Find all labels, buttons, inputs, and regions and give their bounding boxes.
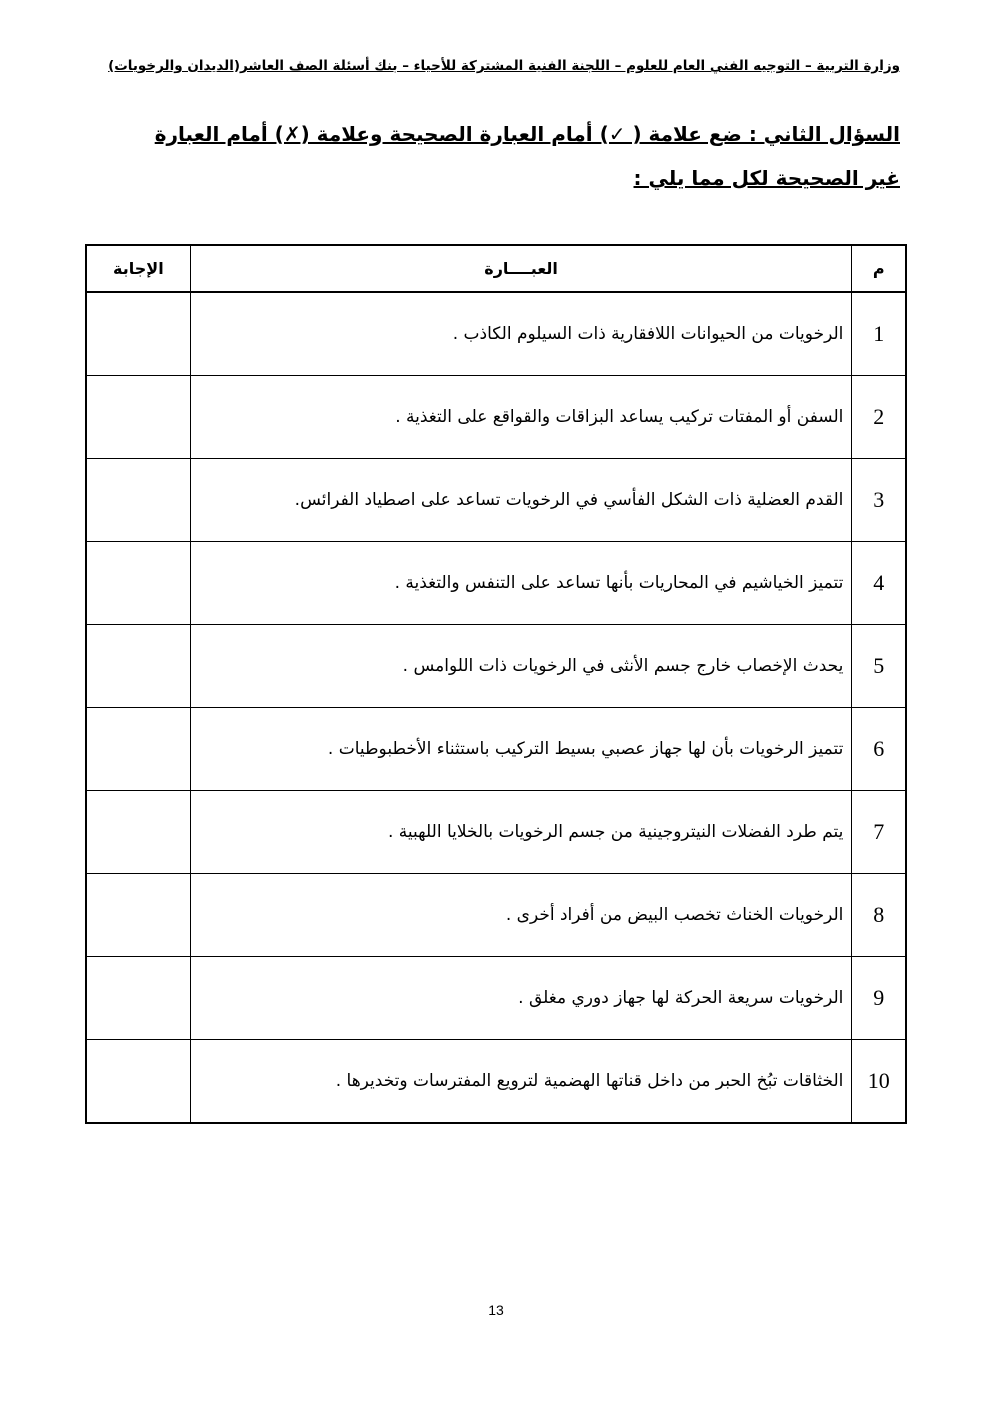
row-number: 8 xyxy=(852,874,906,957)
page-number: 13 xyxy=(488,1302,504,1318)
header-statement: العبــــارة xyxy=(190,245,852,292)
row-number: 2 xyxy=(852,376,906,459)
row-number: 3 xyxy=(852,459,906,542)
answer-cell[interactable] xyxy=(86,625,190,708)
row-statement: تتميز الرخويات بأن لها جهاز عصبي بسيط التركيب باستثناء الأخطبوطيات . xyxy=(190,708,852,791)
row-number: 1 xyxy=(852,292,906,376)
answer-cell[interactable] xyxy=(86,874,190,957)
table-header-row xyxy=(86,245,906,292)
answer-cell[interactable] xyxy=(86,957,190,1040)
row-statement: القدم العضلية ذات الشكل الفأسي في الرخويات تساعد على اصطياد الفرائس. xyxy=(190,459,852,542)
questions-table xyxy=(85,244,907,1124)
header-number: م xyxy=(852,245,906,292)
table-row xyxy=(86,542,906,625)
row-number: 4 xyxy=(852,542,906,625)
table-row xyxy=(86,791,906,874)
table-row xyxy=(86,292,906,376)
question-title: السؤال الثاني : ضع علامة ( ✓) أمام العبارة الصحيحة وعلامة (✗) أمام العبارة غير الصحيحة لكل مما يلي : xyxy=(154,122,900,190)
answer-cell[interactable] xyxy=(86,791,190,874)
table-row xyxy=(86,957,906,1040)
table-row xyxy=(86,1040,906,1124)
row-statement: الخثاقات تبُخ الحبر من داخل قناتها الهضمية لترويع المفترسات وتخديرها . xyxy=(190,1040,852,1124)
document-header: وزارة التربية – التوجيه الفني العام للعلوم – اللجنة الفنية المشتركة للأحياء – بنك أسئلة الصف العاشر(الديدان والرخويات) xyxy=(108,58,900,74)
row-number: 10 xyxy=(852,1040,906,1124)
row-number: 9 xyxy=(852,957,906,1040)
answer-cell[interactable] xyxy=(86,376,190,459)
row-statement: السفن أو المفتات تركيب يساعد البزاقات والقواقع على التغذية . xyxy=(190,376,852,459)
answer-cell[interactable] xyxy=(86,459,190,542)
table-row xyxy=(86,376,906,459)
row-statement: الرخويات سريعة الحركة لها جهاز دوري مغلق . xyxy=(190,957,852,1040)
answer-cell[interactable] xyxy=(86,292,190,376)
row-statement: تتميز الخياشيم في المحاريات بأنها تساعد على التنفس والتغذية . xyxy=(190,542,852,625)
table-row xyxy=(86,625,906,708)
row-number: 7 xyxy=(852,791,906,874)
table-row xyxy=(86,459,906,542)
row-number: 6 xyxy=(852,708,906,791)
table-row xyxy=(86,708,906,791)
answer-cell[interactable] xyxy=(86,708,190,791)
table-row xyxy=(86,874,906,957)
answer-cell[interactable] xyxy=(86,1040,190,1124)
row-statement: الرخويات الخناث تخصب البيض من أفراد أخرى . xyxy=(190,874,852,957)
row-statement: يتم طرد الفضلات النيتروجينية من جسم الرخويات بالخلايا اللهبية . xyxy=(190,791,852,874)
row-number: 5 xyxy=(852,625,906,708)
row-statement: يحدث الإخصاب خارج جسم الأنثى في الرخويات ذات اللوامس . xyxy=(190,625,852,708)
row-statement: الرخويات من الحيوانات اللافقارية ذات السيلوم الكاذب . xyxy=(190,292,852,376)
header-answer: الإجابة xyxy=(86,245,190,292)
answer-cell[interactable] xyxy=(86,542,190,625)
